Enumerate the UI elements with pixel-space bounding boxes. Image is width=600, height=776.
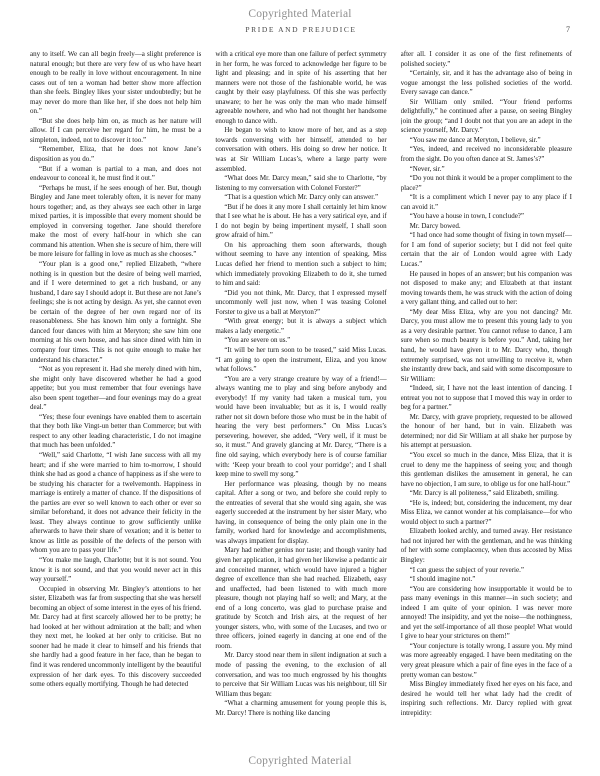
paragraph: “Remember, Eliza, that he does not know Jane’s disposition as you do.” (30, 145, 202, 164)
paragraph: after all. I consider it as one of the first refinements of polished society.” (400, 50, 572, 68)
paragraph: Miss Bingley immediately fixed her eyes on his face, and desired he would tell her what lady had the credit of inspiring such reflections. Mr. Darcy replied with great intrepidity: (400, 680, 572, 717)
paragraph: “Do you not think it would be a proper compliment to the place?” (400, 174, 572, 192)
paragraph: any to itself. We can all begin freely—a slight preference is natural enough; but there are very few of us who have heart enough to be really in love without encouragement. In nine cases out of ten a woman had better show more affection than she feels. Bingley likes your sister undoubtedly; but he may never do more than like her, if she does not help him on.” (30, 50, 202, 116)
paragraph: Mr. Darcy, with grave propriety, requested to be allowed the honour of her hand, but in vain. Elizabeth was determined; nor did Sir William at all shake her purpose by his attempt at persuasion. (400, 412, 572, 450)
paragraph: Occupied in observing Mr. Bingley’s attentions to her sister, Elizabeth was far from suspecting that she was herself becoming an object of some interest in the eyes of his friend. Mr. Darcy had at first scarcely allowed her to be pretty; he had looked at her without admiration at the ball; and when they next met, he looked at her only to criticise. But no sooner had he made it clear to himself and his friends that she hardly had a good feature in her face, than he began to find it was rendered uncommonly intelligent by the beautiful expression of her dark eyes. To this discovery succeeded some others equally mortifying. Though he had detected (30, 584, 202, 689)
paragraph: “It is a compliment which I never pay to any place if I can avoid it.” (400, 193, 572, 211)
paragraph: He began to wish to know more of her, and as a step towards conversing with her himself, attended to her conversation with others. His doing so drew her notice. It was at Sir William Lucas’s, where a large party were assembled. (215, 126, 387, 173)
paragraph: “I should imagine not.” (409, 575, 476, 584)
paragraph: “You make me laugh, Charlotte; but it is not sound. You know it is not sound, and that you would never act in this way yourself.” (30, 555, 202, 584)
running-header (30, 25, 572, 37)
paragraph: “Mr. Darcy is all politeness,” said Elizabeth, smiling. (409, 489, 559, 498)
paragraph: “Yes; these four evenings have enabled them to ascertain that they both like Vingt-un better than Commerce; but with respect to any other leading characteristic, I do not imagine that much has been unfolded.” (30, 412, 202, 450)
paragraph: “But she does help him on, as much as her nature will allow. If I can perceive her regard for him, he must be a simpleton, indeed, not to discover it too.” (30, 116, 202, 144)
paragraph: Her performance was pleasing, though by no means capital. After a song or two, and before she could reply to the entreaties of several that she would sing again, she was eagerly succeeded at the instrument by her sister Mary, who having, in consequence of being the only plain one in the family, worked hard for knowledge and accomplishments, was always impatient for display. (215, 479, 387, 545)
paragraph: “I had once had some thought of fixing in town myself—for I am fond of superior society; but I did not feel quite certain that the air of London would agree with Lady Lucas.” (400, 231, 572, 269)
paragraph: “Your conjecture is totally wrong, I assure you. My mind was more agreeably engaged. I have been meditating on the very great pleasure which a pair of fine eyes in the face of a pretty woman can bestow.” (400, 641, 572, 679)
paragraph: “Did you not think, Mr. Darcy, that I expressed myself uncommonly well just now, when I was teasing Colonel Forster to give us a ball at Meryton?” (215, 288, 387, 316)
text-column-1 (30, 50, 201, 748)
paragraph: “Perhaps he must, if he sees enough of her. But, though Bingley and Jane meet tolerably often, it is never for many hours together; and, as they always see each other in large mixed parties, it is impossible that every moment should be employed in conversing together. Jane should therefore make the most of every half-hour in which she can command his attention. When she is secure of him, there will be more leisure for falling in love as much as she chooses.” (30, 183, 202, 259)
paragraph: Elizabeth looked archly, and turned away. Her resistance had not injured her with the gentleman, and he was thinking of her with some complacency, when thus accosted by Miss Bingley: (400, 527, 572, 564)
paragraph: Mr. Darcy stood near them in silent indignation at such a mode of passing the evening, to the exclusion of all conversation, and was too much engrossed by his thoughts to perceive that Sir William Lucas was his neighbour, till Sir William thus began: (215, 651, 387, 698)
paragraph: “You are a very strange creature by way of a friend!—always wanting me to play and sing before anybody and everybody! If my vanity had taken a musical turn, you would have been invaluable; but as it is, I would really rather not sit down before those who must be in the habit of hearing the very best performers.” On Miss Lucas’s persevering, however, she added, “Very well, if it must be so, it must.” And gravely glancing at Mr. Darcy, “There is a fine old saying, which everybody here is of course familiar with: ‘Keep your breath to cool your porridge’; and I shall keep mine to swell my song.” (215, 374, 387, 479)
paragraph: On his approaching them soon afterwards, though without seeming to have any intention of speaking, Miss Lucas defied her friend to mention such a subject to him; which immediately provoking Elizabeth to do it, she turned to him and said: (215, 240, 387, 288)
paragraph: with a critical eye more than one failure of perfect symmetry in her form, he was forced to acknowledge her figure to be light and pleasing; and in spite of his asserting that her manners were not those of the fashionable world, he was caught by their easy playfulness. Of this she was perfectly unaware; to her he was only the man who made himself agreeable nowhere, and who had not thought her handsome enough to dance with. (215, 50, 387, 125)
paragraph: “Never, sir.” (409, 164, 445, 173)
paragraph: “I can guess the subject of your reverie.” (409, 565, 524, 574)
running-header-title: PRIDE AND PREJUDICE (245, 25, 357, 34)
paragraph: “But if he does it any more I shall certainly let him know that I see what he is about. He has a very satirical eye, and if I do not begin by being impertinent myself, I shall soon grow afraid of him.” (215, 202, 387, 240)
text-column-3 (401, 50, 572, 748)
paragraph: “You are considering how insupportable it would be to pass many evenings in this manner—in such society; and indeed I am quite of your opinion. I was never more annoyed! The insipidity, and yet the noise—the nothingness, and yet the self-importance of all those people! What would I give to hear your strictures on them!” (400, 584, 572, 641)
paragraph: “You excel so much in the dance, Miss Eliza, that it is cruel to deny me the happiness of seeing you; and though this gentleman dislikes the amusement in general, he can have no objection, I am sure, to oblige us for one half-hour.” (400, 450, 572, 488)
paragraph: Sir William only smiled. “Your friend performs delightfully,” he continued after a pause, on seeing Bingley join the group; “and I doubt not that you are an adept in the science yourself, Mr. Darcy.” (400, 97, 572, 135)
paragraph: “You saw me dance at Meryton, I believe, sir.” (409, 135, 541, 144)
paragraph: “With great energy; but it is always a subject which makes a lady energetic.” (215, 317, 387, 335)
page-number: 7 (566, 25, 570, 34)
paragraph: “But if a woman is partial to a man, and does not endeavour to conceal it, he must find it out.” (30, 164, 202, 183)
paragraph: Mr. Darcy bowed. (409, 221, 461, 230)
paragraph: “Your plan is a good one,” replied Elizabeth, “where nothing is in question but the desire of being well married, and if I were determined to get a rich husband, or any husband, I dare say I should adopt it. But these are not Jane’s feelings; she is not acting by design. As yet, she cannot even be certain of the degree of her own regard nor of its reasonableness. She has known him only a fortnight. She danced four dances with him at Meryton; she saw him one morning at his own house, and has since dined with him in company four times. This is not quite enough to make her understand his character.” (30, 260, 202, 364)
paragraph: “Not as you represent it. Had she merely dined with him, she might only have discovered whether he had a good appetite; but you must remember that four evenings have also been spent together—and four evenings may do a great deal.” (30, 365, 202, 412)
text-columns (30, 50, 572, 748)
paragraph: “He is, indeed; but, considering the inducement, my dear Miss Eliza, we cannot wonder at his complaisance—for who would object to such a partner?” (400, 498, 572, 526)
copyright-watermark-bottom: Copyrighted Material (248, 755, 352, 767)
paragraph: He paused in hopes of an answer; but his companion was not disposed to make any; and Elizabeth at that instant moving towards them, he was struck with the action of doing a very gallant thing, and called out to her: (400, 269, 572, 307)
paragraph: “That is a question which Mr. Darcy only can answer.” (224, 193, 379, 202)
paragraph: “What does Mr. Darcy mean,” said she to Charlotte, “by listening to my conversation with Colonel Forster?” (215, 174, 387, 192)
paragraph: “You have a house in town, I conclude?” (409, 212, 525, 221)
paragraph: “Certainly, sir, and it has the advantage also of being in vogue amongst the less polished societies of the world. Every savage can dance.” (400, 69, 572, 97)
copyright-watermark-top: Copyrighted Material (248, 8, 352, 20)
text-column-2 (215, 50, 386, 748)
paragraph: “What a charming amusement for young people this is, Mr. Darcy! There is nothing like dancing (215, 699, 387, 717)
paragraph: “Well,” said Charlotte, “I wish Jane success with all my heart; and if she were married to him to-morrow, I should think she had as good a chance of happiness as if she were to be studying his character for a twelvemonth. Happiness in marriage is entirely a matter of chance. If the dispositions of the parties are ever so well known to each other or ever so similar beforehand, it does not advance their felicity in the least. They always continue to grow sufficiently unlike afterwards to have their share of vexation; and it is better to know as little as possible of the defects of the person with whom you are to pass your life.” (30, 450, 202, 555)
paragraph: “Indeed, sir, I have not the least intention of dancing. I entreat you not to suppose that I moved this way in order to beg for a partner.” (400, 384, 572, 412)
paragraph: “My dear Miss Eliza, why are you not dancing? Mr. Darcy, you must allow me to present this young lady to you as a very desirable partner. You cannot refuse to dance, I am sure when so much beauty is before you.” And, taking her hand, he would have given it to Mr. Darcy who, though extremely surprised, was not unwilling to receive it, when she instantly drew back, and said with some discomposure to Sir William: (400, 307, 572, 383)
paragraph: Mary had neither genius nor taste; and though vanity had given her application, it had given her likewise a pedantic air and conceited manner, which would have injured a higher degree of excellence than she had reached. Elizabeth, easy and unaffected, had been listened to with much more pleasure, though not playing half so well; and Mary, at the end of a long concerto, was glad to purchase praise and gratitude by Scotch and Irish airs, at the request of her younger sisters, who, with some of the Lucases, and two or three officers, joined eagerly in dancing at one end of the room. (215, 546, 387, 650)
paragraph: “Yes, indeed, and received no inconsiderable pleasure from the sight. Do you often dance at St. James’s?” (400, 145, 572, 164)
paragraph: “You are severe on us.” (224, 336, 291, 345)
paragraph: “It will be her turn soon to be teased,” said Miss Lucas. “I am going to open the instrument, Eliza, and you know what follows.” (215, 345, 387, 374)
